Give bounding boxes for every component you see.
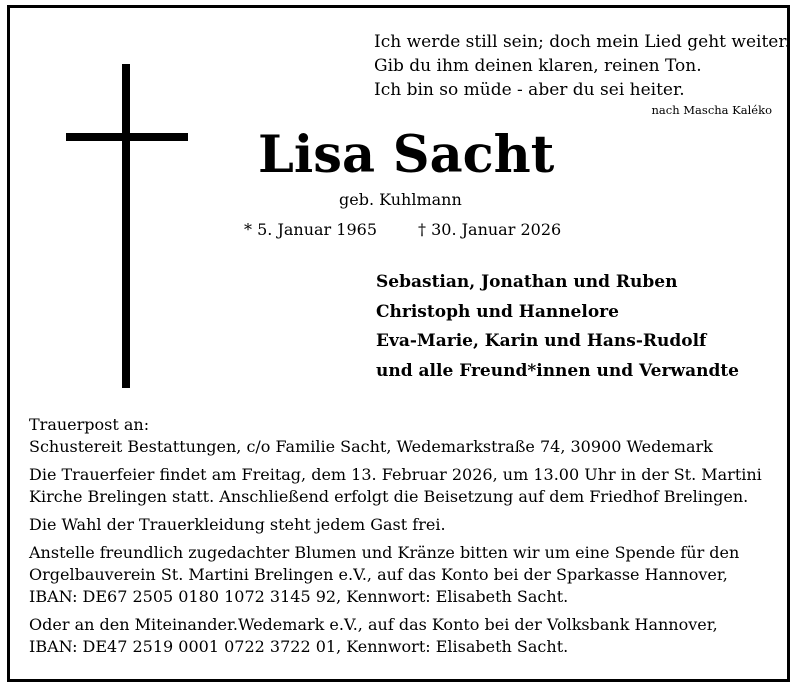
mourner-line: und alle Freund*innen und Verwandte [376,360,739,381]
ceremony-line-1: Die Trauerfeier findet am Freitag, dem 13. Februar 2026, um 13.00 Uhr in der St. Martini [29,465,762,484]
ceremony-line-2: Kirche Brelingen statt. Anschließend erfolgt die Beisetzung auf dem Friedhof Brelingen. [29,487,749,506]
mourner-line: Sebastian, Jonathan und Ruben [376,272,678,292]
mourner-line: Christoph und Hannelore [376,301,619,322]
mourner-line: Eva-Marie, Karin und Hans-Rudolf [376,331,707,351]
dress-code: Die Wahl der Trauerkleidung steht jedem Gast frei. [29,515,446,534]
donation-line-1: Anstelle freundlich zugedachter Blumen und Kränze bitten wir um eine Spende für den [29,543,740,562]
death-date: † 30. Januar 2026 [418,220,562,239]
info-section [29,414,777,658]
post-label: Trauerpost an: [29,415,150,434]
cross-icon [66,64,188,390]
birth-date: * 5. Januar 1965 [244,220,377,239]
alt-donation-line-1: Oder an den Miteinander.Wedemark e.V., auf das Konto bei der Volksbank Hannover, [29,615,718,634]
poem-line-3: Ich bin so müde - aber du sei heiter. [374,80,685,100]
post-address: Schustereit Bestattungen, c/o Familie Sacht, Wedemarkstraße 74, 30900 Wedemark [29,437,713,456]
donation-line-3: IBAN: DE67 2505 0180 1072 3145 92, Kennwort: Elisabeth Sacht. [29,587,569,606]
mourners-list [376,268,739,386]
poem-line-1: Ich werde still sein; doch mein Lied geht weiter. [374,32,791,52]
maiden-name: geb. Kuhlmann [339,190,462,209]
poem-line-2: Gib du ihm deinen klaren, reinen Ton. [374,56,702,76]
poem [374,30,791,102]
alt-donation-line-2: IBAN: DE47 2519 0001 0722 3722 01, Kennwort: Elisabeth Sacht. [29,637,569,656]
poem-attribution: nach Mascha Kaléko [651,103,772,117]
deceased-name: Lisa Sacht [258,125,555,185]
donation-line-2: Orgelbauverein St. Martini Brelingen e.V., auf das Konto bei der Sparkasse Hannover, [29,565,728,584]
